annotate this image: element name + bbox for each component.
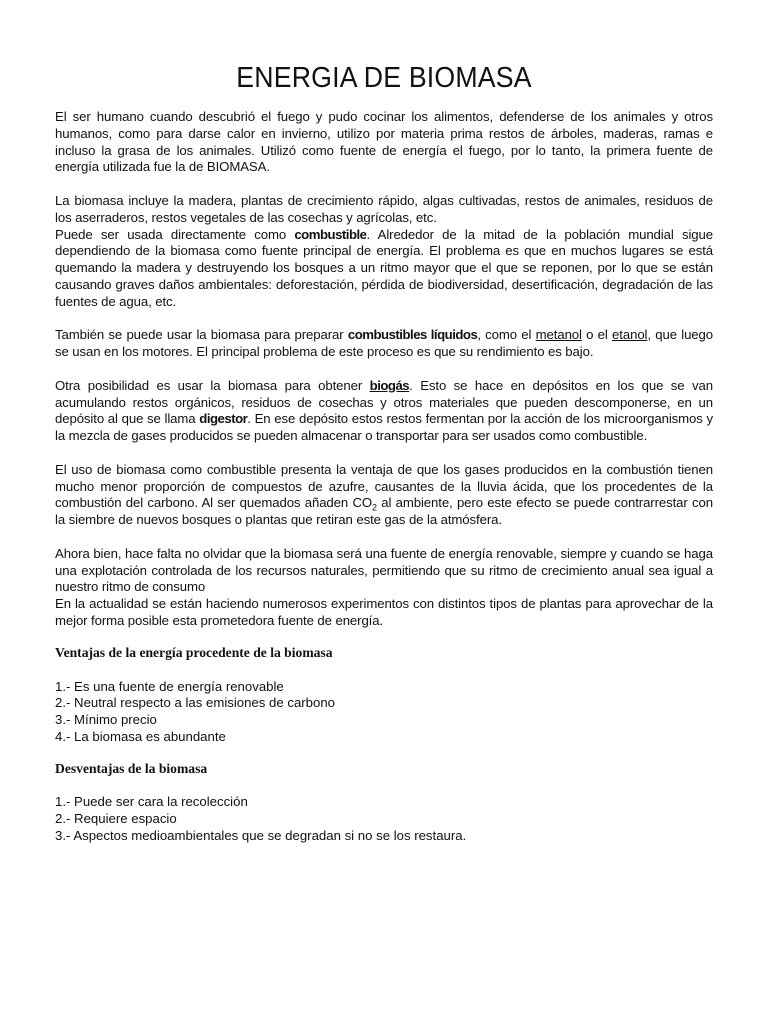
link-biogas[interactable]: biogás — [369, 377, 410, 393]
subscript-2: 2 — [372, 502, 377, 513]
paragraph-experiments: En la actualidad se están haciendo numerosos experimentos con distintos tipos de plantas para aprovechar de la mejor forma posible esta prometedora fuente de energía. — [55, 596, 713, 628]
keyword-combustibles-liquidos: combustibles líquidos — [347, 327, 478, 343]
list-item: 1.- Puede ser cara la recolección — [55, 794, 248, 810]
paragraph-intro: El ser humano cuando descubrió el fuego y pudo cocinar los alimentos, defenderse de los animales y otros humanos, como para darse calor en invierno, utilizo por materia prima restos de árboles, maderas, ramas e incluso la grasa de los animales. Utilizó como fuente de energía el fuego, por lo tanto, la primera fuente de energía utilizada fue la de BIOMASA. — [55, 109, 713, 175]
list-desventajas — [55, 794, 713, 844]
list-ventajas — [55, 679, 713, 746]
keyword-digestor: digestor — [199, 411, 248, 427]
link-metanol[interactable]: metanol — [535, 327, 582, 343]
link-etanol[interactable]: etanol — [612, 327, 648, 343]
list-item: 2.- Requiere espacio — [55, 811, 177, 827]
list-item: 2.- Neutral respecto a las emisiones de carbono — [55, 695, 336, 711]
heading-desventajas: Desventajas de la biomasa — [55, 760, 208, 776]
paragraph-renewable-condition: Ahora bien, hace falta no olvidar que la biomasa será una fuente de energía renovable, siempre y cuando se haga una explotación controlada de los recursos naturales, permitiendo que su ritmo de crecimiento anual sea igual a nuestro ritmo de consumo — [55, 545, 713, 595]
list-item: 4.- La biomasa es abundante — [55, 728, 226, 744]
list-item: 1.- Es una fuente de energía renovable — [55, 678, 284, 694]
heading-ventajas: Ventajas de la energía procedente de la biomasa — [55, 644, 333, 660]
paragraph-biomass-includes: La biomasa incluye la madera, plantas de crecimiento rápido, algas cultivadas, restos de animales, residuos de los aserraderos, restos vegetales de las cosechas y agrícolas, etc. — [55, 192, 713, 225]
document-page — [55, 62, 713, 845]
list-item: 3.- Aspectos medioambientales que se degradan si no se los restaura. — [55, 828, 467, 844]
list-item: 3.- Mínimo precio — [55, 712, 157, 728]
paragraph-biogas: Otra posibilidad es usar la biomasa para obtener biogás. Esto se hace en depósitos en los que se van acumulando restos orgánicos, residuos de cosechas y otros materiales que pueden descomponerse, en un depósito al que se llama digestor. En ese depósito estos restos fermentan por la acción de los microorganismos y la mezcla de gases producidos se pueden almacenar o transportar para ser usados como combustible. — [55, 377, 713, 444]
paragraph-direct-use: Puede ser usada directamente como combustible. Alrededor de la mitad de la población mundial sigue dependiendo de la biomasa como fuente principal de energía. El problema es que en muchos lugares se está quemando la madera y destruyendo los bosques a un ritmo mayor que el que se reponen, por lo que se están causando graves daños ambientales: deforestación, pérdida de biodiversidad, desertificación, degradación de las fuentes de agua, etc. — [55, 226, 713, 309]
paragraph-liquid-fuels: También se puede usar la biomasa para preparar combustibles líquidos, como el metanol o el etanol, que luego se usan en los motores. El principal problema de este proceso es que su rendimiento es bajo. — [55, 327, 714, 360]
page-title: ENERGIA DE BIOMASA — [236, 62, 532, 94]
keyword-combustible: combustible — [294, 226, 367, 242]
paragraph-advantages-combustion: El uso de biomasa como combustible presenta la ventaja de que los gases producidos en la combustión tienen mucho menor proporción de compuestos de azufre, causantes de la lluvia ácida, que los procedentes de la combustión del carbono. Al ser quemados añaden $CO_2$ al ambiente, pero este efecto se puede contrarrestar con la siembre de nuevos bosques o plantas que retiran este gas de la atmósfera. — [55, 461, 713, 528]
